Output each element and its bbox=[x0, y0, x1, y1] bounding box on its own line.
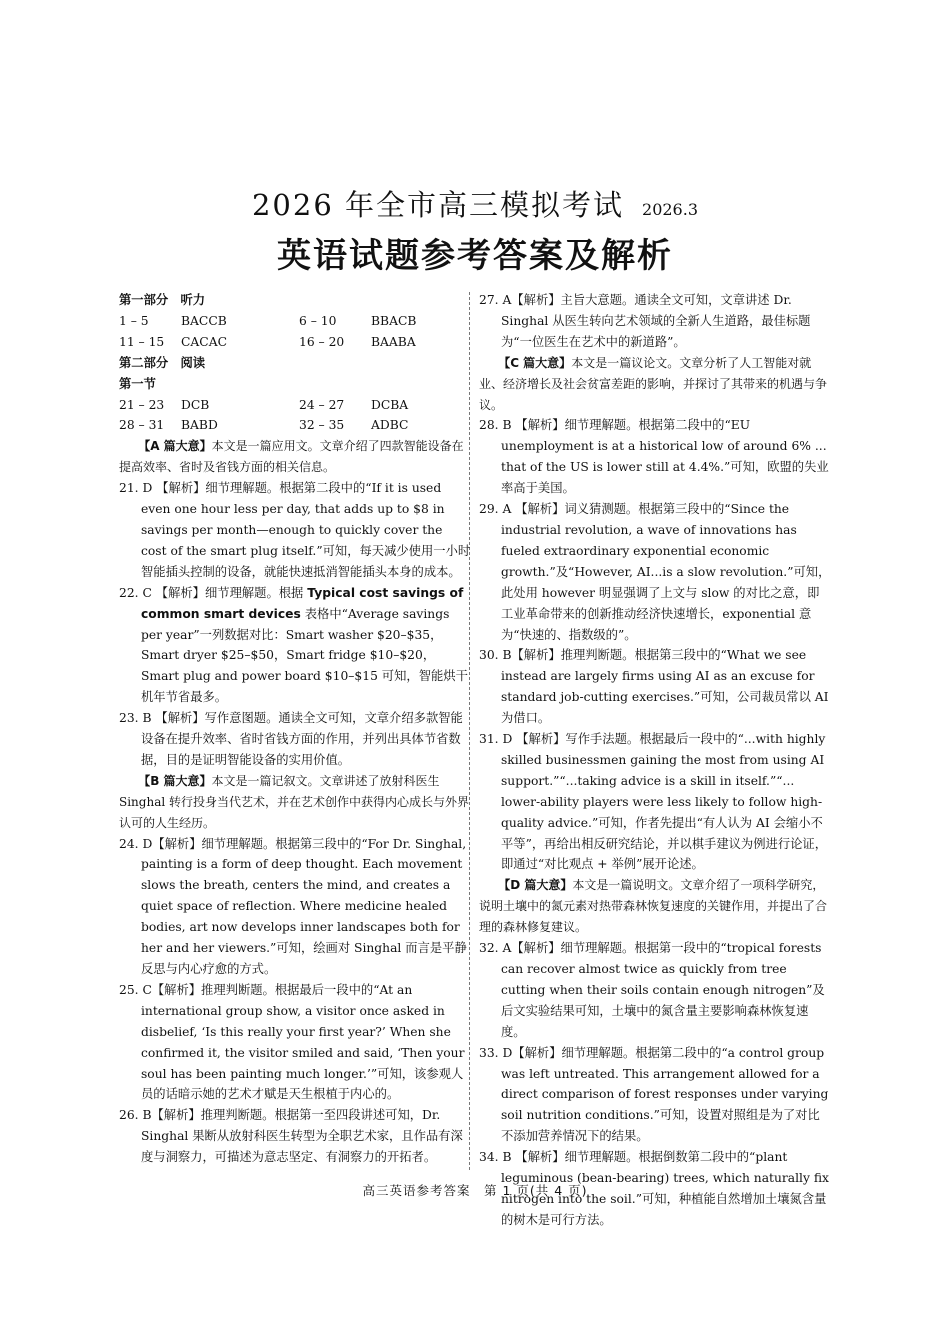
answer-keys: ADBC bbox=[371, 418, 409, 433]
part2-answer-table bbox=[119, 395, 408, 437]
explanation-30: 30. B【解析】推理判断题。根据第三段中的“What we see instead are largely firms using AI as an excuse for standard job-cutting exercises.”可知，公司裁员常以 AI 为借口。 bbox=[479, 648, 829, 726]
explanation-23: 23. B 【解析】写作意图题。通读全文可知，文章介绍多款智能设备在提升效率、省时省钱方面的作用，并列出具体节省数据，目的是证明智能设备的实用价值。 bbox=[119, 711, 463, 767]
answer-range: 11 – 15 bbox=[119, 334, 165, 349]
answer-row bbox=[119, 332, 416, 353]
explanation-28: 28. B 【解析】细节理解题。根据第二段中的“EU unemployment is at a historical low of around 6% ... that of the US is lower still at 4.4%.”可知，欧盟的失业率高于美国。 bbox=[479, 418, 829, 496]
answer-keys: BAABA bbox=[371, 334, 416, 349]
explanation-22 bbox=[119, 583, 471, 708]
answer-row bbox=[119, 415, 408, 436]
answer-keys: CACAC bbox=[181, 334, 227, 349]
left-column bbox=[119, 290, 471, 1168]
document-subtitle: 英语试题参考答案及解析 bbox=[277, 236, 673, 276]
exam-title-text: 2026 年全市高三模拟考试 bbox=[251, 188, 625, 222]
answer-keys: BBACB bbox=[371, 313, 417, 328]
explanation-27: 27. A【解析】主旨大意题。通读全文可知，文章讲述 Dr. Singhal 从医生转向艺术领域的全新人生道路，最佳标题为“一位医生在艺术中的新道路”。 bbox=[479, 293, 811, 349]
summary-text: 本文是一篇记叙文。文章讲述了放射科医生 Singhal 转行投身当代艺术，并在艺术创作中获得内心成长与外界认可的人生经历。 bbox=[119, 773, 470, 830]
explanation-text: 22. C 【解析】细节理解题。根据 bbox=[119, 585, 308, 600]
part1-heading: 第一部分 听力 bbox=[119, 293, 206, 307]
explanation-34: 34. B 【解析】细节理解题。根据倒数第二段中的“plant leguminous (bean-bearing) trees, which naturally fix nitrogen into the soil.”可知，种植能自然增加土壤氮含量的树木是可行方法。 bbox=[479, 1150, 829, 1227]
right-column bbox=[479, 290, 831, 1231]
answer-range: 16 – 20 bbox=[299, 334, 345, 349]
answer-range: 6 – 10 bbox=[299, 313, 337, 328]
part2-heading: 第二部分 阅读 bbox=[119, 355, 206, 370]
table-title-bold: Typical cost savings of common smart devices bbox=[141, 585, 464, 621]
summary-tag: 【D 篇大意】 bbox=[498, 878, 573, 893]
summary-text: 本文是一篇说明文。文章介绍了一项科学研究，说明土壤中的氮元素对热带森林恢复速度的关键作用，并提出了合理的森林修复建议。 bbox=[479, 878, 828, 935]
summary-text: 本文是一篇应用文。文章介绍了四款智能设备在提高效率、省时及省钱方面的相关信息。 bbox=[119, 439, 464, 475]
answer-range: 1 – 5 bbox=[119, 313, 149, 328]
explanation-24: 24. D【解析】细节理解题。根据第三段中的“For Dr. Singhal, painting is a form of deep thought. Each movement slows the breath, centers the mind, and creates a quiet space of reflection. Where medicine healed bodies, art now develops inner landscapes both for her and her viewers.”可知，绘画对 Singhal 而言是平静反思与内心疗愈的方式。 bbox=[119, 836, 467, 976]
answer-keys: BACCB bbox=[181, 313, 227, 328]
passage-c-summary bbox=[479, 353, 831, 416]
answer-row bbox=[119, 395, 408, 416]
explanation-21: 21. D 【解析】细节理解题。根据第二段中的“If it is used even one hour less per day, that adds up to $8 in savings per month—enough to quickly cover the cost of the smart plug itself.”可知，每天减少使用一小时智能插头控制的设备，就能快速抵消智能插头本身的成本。 bbox=[119, 481, 471, 579]
answer-row bbox=[119, 311, 416, 332]
answer-keys: DCB bbox=[181, 397, 210, 412]
explanation-31: 31. D 【解析】写作手法题。根据最后一段中的“...with highly skilled businessmen gaining the most from using AI support.”“...taking advice is a skill in itself.”“... lower-ability players were less likely to follow high-quality advice.”可知，作者先提出“有人认为 AI 会缩小不平等”，再给出相反研究结论，并以棋手建议为例进行论证，即通过“对比观点 + 举例”展开论述。 bbox=[479, 732, 828, 872]
explanation-32: 32. A【解析】细节理解题。根据第一段中的“tropical forests can recover almost twice as quickly from tree cutting when their soils contain enough nitrogen”及后文实验结果可知，土壤中的氮含量主要影响森林恢复速度。 bbox=[479, 941, 825, 1039]
summary-tag: 【B 篇大意】 bbox=[138, 773, 212, 788]
passage-b-summary bbox=[119, 771, 471, 834]
part1-answer-table bbox=[119, 311, 416, 353]
passage-a-summary bbox=[119, 436, 471, 478]
exam-title bbox=[0, 183, 950, 224]
explanation-26: 26. B【解析】推理判断题。根据第一至四段讲述可知，Dr. Singhal 果断从放射科医生转型为全职艺术家，且作品有深度与洞察力，可描述为意志坚定、有洞察力的开拓者。 bbox=[119, 1108, 463, 1165]
explanation-text: 表格中“Average savings per year”一列数据对比：Smart washer $20–$35，Smart dryer $25–$50，Smart fridge $10–$20，Smart plug and power board $10–$15 可知，智能烘干机年节省最多。 bbox=[141, 606, 468, 705]
explanation-33: 33. D【解析】细节理解题。根据第二段中的“a control group was left untreated. This arrangement allowed for a direct comparison of forest responses under varying soil nutrition conditions.”可知，设置对照组是为了对比不添加营养情况下的结果。 bbox=[479, 1045, 829, 1144]
summary-text: 本文是一篇议论文。文章分析了人工智能对就业、经济增长及社会贫富差距的影响，并探讨了其带来的机遇与争议。 bbox=[479, 355, 828, 412]
exam-date: 2026.3 bbox=[642, 200, 698, 219]
answer-range: 28 – 31 bbox=[119, 418, 165, 433]
answer-keys: BABD bbox=[181, 418, 218, 433]
answer-range: 24 – 27 bbox=[299, 397, 345, 412]
page-footer: 高三英语参考答案 第 1 页(共 4 页) bbox=[362, 1183, 588, 1198]
answer-range: 32 – 35 bbox=[299, 418, 345, 433]
summary-tag: 【A 篇大意】 bbox=[138, 439, 212, 454]
answer-keys: DCBA bbox=[371, 397, 409, 412]
answer-range: 21 – 23 bbox=[119, 397, 165, 412]
explanation-29: 29. A 【解析】词义猜测题。根据第三段中的“Since the industrial revolution, a wave of innovations has fueled extraordinary exponential economic growth.”及“However, AI...is a slow revolution.”可知，此处用 however 明显强调了上文与 slow 的对比之意，即工业革命带来的创新推动经济快速增长，exponential 意为“快速的、指数级的”。 bbox=[479, 502, 831, 642]
passage-d-summary bbox=[479, 875, 831, 938]
summary-tag: 【C 篇大意】 bbox=[498, 355, 572, 370]
part2-section-heading: 第一节 bbox=[119, 376, 156, 391]
explanation-25: 25. C【解析】推理判断题。根据最后一段中的“At an international group show, a visitor once asked in disbelief, ‘Is this really your first year?’ When she confirmed it, the visitor smiled and said, ‘Then your soul has been painting much longer.’”可知，该参观人员的话暗示她的艺术才赋是天生根植于内心的。 bbox=[119, 982, 465, 1102]
